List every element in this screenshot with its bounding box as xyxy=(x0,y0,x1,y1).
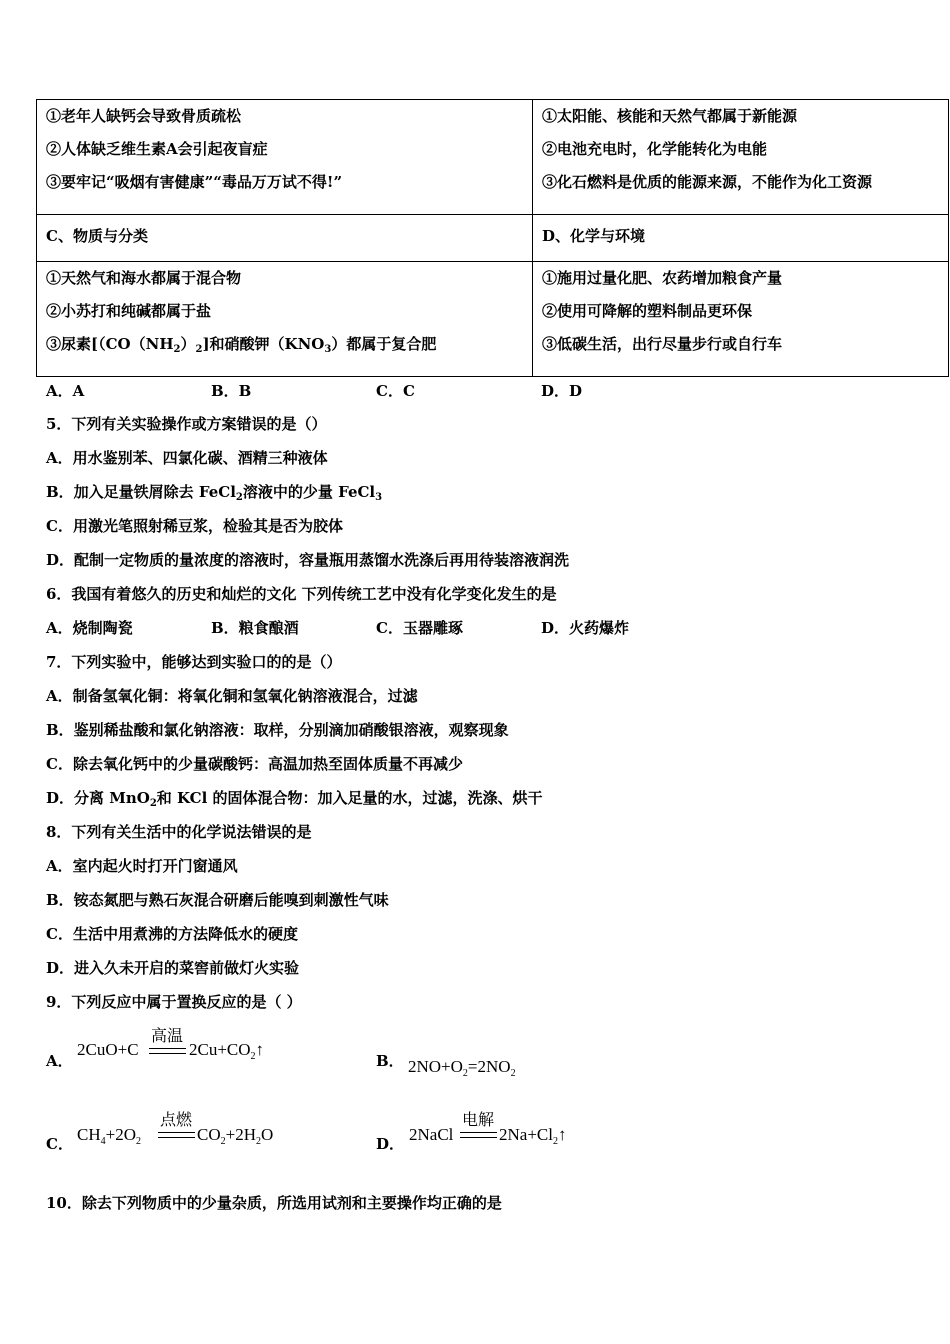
q8-option-d: D．进入久未开启的菜窖前做灯火实验 xyxy=(46,959,300,977)
q8-option-b: B．铵态氮肥与熟石灰混合研磨后能嗅到刺激性气味 xyxy=(46,891,389,909)
subscript: 2 xyxy=(195,344,203,355)
q6-stem: 6．我国有着悠久的历史和灿烂的文化 下列传统工艺中没有化学变化发生的是 xyxy=(46,585,557,603)
q9-eq-a-left: 2CuO+C xyxy=(77,1040,139,1059)
cell-environment xyxy=(533,262,949,377)
cell-line: ③低碳生活，出行尽量步行或自行车 xyxy=(542,335,783,353)
text: D．分离 MnO xyxy=(46,789,150,807)
q7-option-c: C．除去氧化钙中的少量碳酸钙：高温加热至固体质量不再减少 xyxy=(46,755,463,773)
q7-option-b: B．鉴别稀盐酸和氯化钠溶液：取样，分别滴加硝酸银溶液，观察现象 xyxy=(46,721,509,739)
text: 2NO+O xyxy=(408,1057,463,1076)
q9-label-b: B． xyxy=(376,1052,404,1070)
text: O xyxy=(261,1125,274,1144)
text: =2NO xyxy=(467,1057,511,1076)
text: ↑ xyxy=(557,1125,567,1144)
q9-label-a: A． xyxy=(46,1052,73,1070)
q9-eq-c-left xyxy=(77,1125,141,1147)
q9-eq-a-right xyxy=(189,1040,264,1062)
cell-line: ②使用可降解的塑料制品更环保 xyxy=(542,302,753,320)
subscript: 2 xyxy=(250,1051,256,1062)
q5-stem: 5．下列有关实验操作或方案错误的是（） xyxy=(46,415,327,433)
cell-line: ①施用过量化肥、农药增加粮食产量 xyxy=(542,269,783,287)
knowledge-table xyxy=(36,99,949,377)
q5-option-c: C．用激光笔照射稀豆浆，检验其是否为胶体 xyxy=(46,517,343,535)
q7-option-a: A．制备氢氧化铜：将氧化铜和氢氧化钠溶液混合，过滤 xyxy=(46,687,418,705)
cell-line xyxy=(46,328,532,361)
q6-option-c: C．玉器雕琢 xyxy=(376,619,463,637)
q6-option-b: B．粮食酿酒 xyxy=(211,619,299,637)
table-row xyxy=(37,262,949,377)
text: 2Cu+CO xyxy=(189,1040,251,1059)
subscript: 2 xyxy=(256,1136,261,1147)
q9-eq-d-right xyxy=(499,1125,566,1147)
q8-option-a: A．室内起火时打开门窗通风 xyxy=(46,857,238,875)
q9-label-c: C． xyxy=(46,1135,73,1153)
q4-option-b: B．B xyxy=(211,382,252,400)
q5-option-b xyxy=(46,481,382,503)
cell-header-d xyxy=(533,215,949,262)
equals-sign-icon xyxy=(460,1132,497,1138)
subscript: 2 xyxy=(510,1068,516,1079)
q5-option-d: D．配制一定物质的量浓度的溶液时，容量瓶用蒸馏水洗涤后再用待装溶液润洗 xyxy=(46,551,570,569)
q9-label-d: D． xyxy=(376,1135,405,1153)
q7-stem: 7．下列实验中，能够达到实验口的的是（） xyxy=(46,653,342,671)
subscript: 2 xyxy=(462,1068,468,1079)
equals-sign-icon xyxy=(149,1048,186,1054)
q10-stem: 10．除去下列物质中的少量杂质，所选用试剂和主要操作均正确的是 xyxy=(46,1194,502,1212)
q4-option-d: D．D xyxy=(541,382,583,400)
q9-eq-a-condition: 高温 xyxy=(150,1026,183,1045)
text: B．加入足量铁屑除去 FeCl xyxy=(46,483,236,501)
cell-line: ③化石燃料是优质的能源来源，不能作为化工资源 xyxy=(542,173,873,191)
subscript: 3 xyxy=(375,492,383,503)
q8-option-c: C．生活中用煮沸的方法降低水的硬度 xyxy=(46,925,298,943)
cell-energy xyxy=(533,100,949,215)
q9-eq-d-left: 2NaCl xyxy=(409,1125,454,1144)
cell-line: ②电池充电时，化学能转化为电能 xyxy=(542,140,768,158)
subscript: 2 xyxy=(220,1136,226,1147)
q9-eq-c-right xyxy=(197,1125,273,1147)
text: CH xyxy=(77,1125,101,1144)
q7-option-d xyxy=(46,787,543,809)
cell-line: ①老年人缺钙会导致骨质疏松 xyxy=(46,107,242,125)
cell-classification xyxy=(37,262,533,377)
q4-option-a: A．A xyxy=(46,382,85,400)
q4-option-c: C．C xyxy=(376,382,415,400)
cell-line: ①天然气和海水都属于混合物 xyxy=(46,269,242,287)
cell-line: D、化学与环境 xyxy=(542,227,646,245)
subscript: 2 xyxy=(173,344,181,355)
q9-eq-d-condition: 电解 xyxy=(461,1110,494,1129)
cell-line: C、物质与分类 xyxy=(46,227,148,245)
text: ）都属于复合肥 xyxy=(331,335,437,353)
text: 溶液中的少量 FeCl xyxy=(242,483,376,501)
subscript: 2 xyxy=(235,492,243,503)
q9-eq-c-condition: 点燃 xyxy=(159,1110,192,1129)
table-row xyxy=(37,215,949,262)
q5-option-a: A．用水鉴别苯、四氯化碳、酒精三种液体 xyxy=(46,449,328,467)
subscript: 2 xyxy=(552,1136,558,1147)
text: 和 KCl 的固体混合物：加入足量的水，过滤，洗涤、烘干 xyxy=(156,789,543,807)
q6-option-d: D．火药爆炸 xyxy=(541,619,630,637)
cell-header-c xyxy=(37,215,533,262)
subscript: 4 xyxy=(100,1136,106,1147)
cell-line: ②人体缺乏维生素A会引起夜盲症 xyxy=(46,140,268,158)
q9-eq-b xyxy=(408,1057,516,1079)
cell-line: ③要牢记“吸烟有害健康”“毒品万万试不得!” xyxy=(46,173,343,191)
text: +2H xyxy=(225,1125,256,1144)
q8-stem: 8．下列有关生活中的化学说法错误的是 xyxy=(46,823,312,841)
cell-line: ①太阳能、核能和天然气都属于新能源 xyxy=(542,107,798,125)
text: ↑ xyxy=(255,1040,265,1059)
text: +2O xyxy=(105,1125,136,1144)
table-row xyxy=(37,100,949,215)
text: ） xyxy=(180,335,196,353)
cell-health xyxy=(37,100,533,215)
subscript: 2 xyxy=(136,1136,141,1147)
cell-line: ②小苏打和纯碱都属于盐 xyxy=(46,302,212,320)
q6-option-a: A．烧制陶瓷 xyxy=(46,619,133,637)
subscript: 2 xyxy=(149,798,157,809)
text: CO xyxy=(197,1125,221,1144)
text: ]和硝酸钾（KNO xyxy=(202,335,325,353)
equals-sign-icon xyxy=(158,1132,195,1138)
q9-stem: 9．下列反应中属于置换反应的是（ ） xyxy=(46,993,302,1011)
text: 2Na+Cl xyxy=(499,1125,553,1144)
text: ③尿素[（CO（NH xyxy=(46,335,174,353)
subscript: 3 xyxy=(324,344,332,355)
